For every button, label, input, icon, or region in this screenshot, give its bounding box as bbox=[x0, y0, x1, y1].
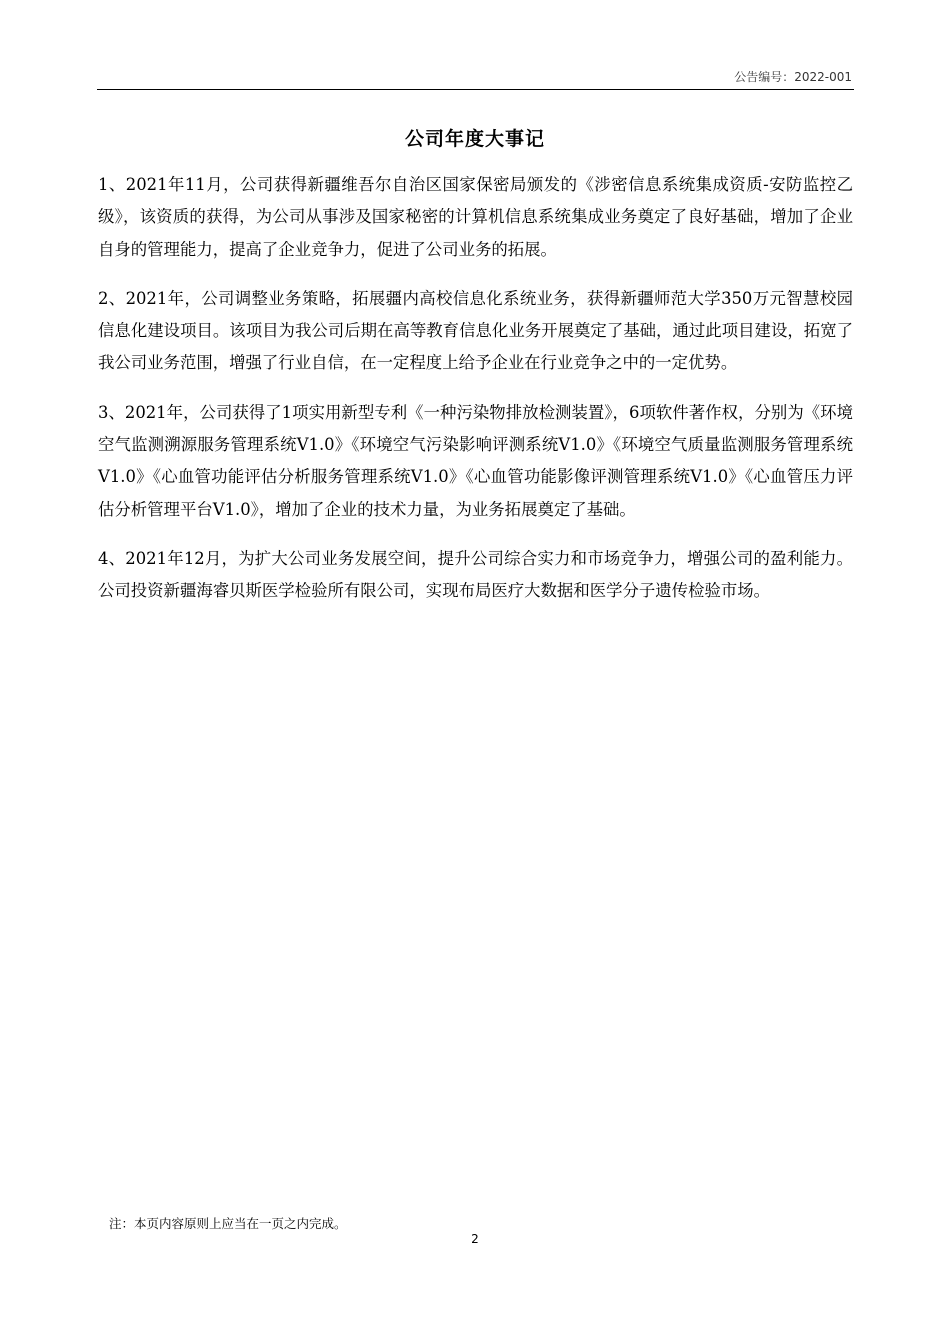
paragraph-4: 4、2021年12月，为扩大公司业务发展空间，提升公司综合实力和市场竞争力，增强公司的盈利能力。公司投资新疆海睿贝斯医学检验所有限公司，实现布局医疗大数据和医学分子遗传检验市场。 bbox=[98, 548, 853, 601]
page-title: 公司年度大事记 bbox=[404, 128, 545, 150]
page-number: 2 bbox=[471, 1232, 479, 1246]
page-header bbox=[97, 0, 854, 90]
paragraph-2: 2、2021年，公司调整业务策略，拓展疆内高校信息化系统业务，获得新疆师范大学350万元智慧校园信息化建设项目。该项目为我公司后期在高等教育信息化业务开展奠定了基础，通过此项目建设，拓宽了我公司业务范围，增强了行业自信，在一定程度上给予企业在行业竞争之中的一定优势。 bbox=[98, 288, 853, 373]
footnote: 注：本页内容原则上应当在一页之内完成。 bbox=[109, 1216, 347, 1231]
paragraph-3: 3、2021年，公司获得了1项实用新型专利《一种污染物排放检测装置》，6项软件著作权，分别为《环境空气监测溯源服务管理系统V1.0》《环境空气污染影响评测系统V1.0》《环境空气质量监测服务管理系统V1.0》《心血管功能评估分析服务管理系统V1.0》《心血管功能影像评测管理系统V1.0》《心血管压力评估分析管理平台V1.0》，增加了企业的技术力量，为业务拓展奠定了基础。 bbox=[98, 402, 853, 519]
paragraph-1: 1、2021年11月，公司获得新疆维吾尔自治区国家保密局颁发的《涉密信息系统集成资质-安防监控乙级》，该资质的获得，为公司从事涉及国家秘密的计算机信息系统集成业务奠定了良好基础，增加了企业自身的管理能力，提高了企业竞争力，促进了公司业务的拓展。 bbox=[98, 175, 853, 259]
announcement-number: 公告编号：2022-001 bbox=[734, 70, 852, 84]
document-body bbox=[98, 169, 853, 625]
